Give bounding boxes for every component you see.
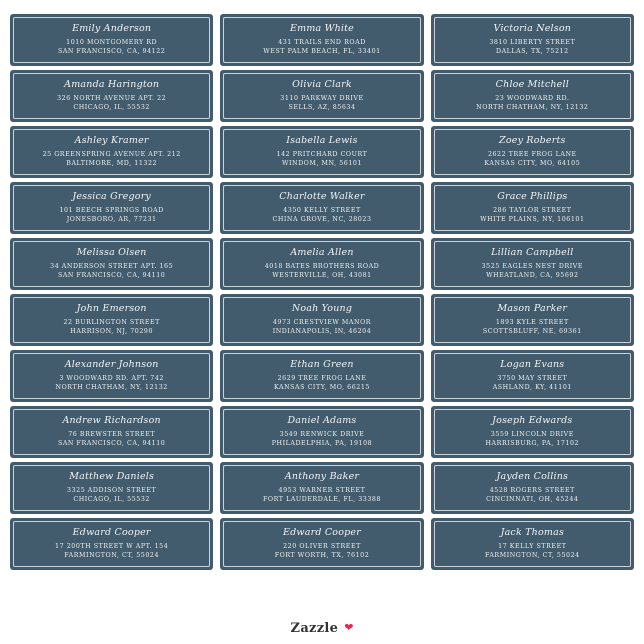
footer-branding	[0, 621, 644, 636]
address-line-2: SCOTTSBLUFF, NE, 69361	[482, 327, 582, 335]
address-label[interactable]	[431, 518, 634, 570]
address-label-border	[434, 185, 631, 231]
recipient-name: Melissa Olsen	[76, 247, 147, 259]
address-line-2: CHINA GROVE, NC, 28023	[272, 215, 372, 223]
recipient-name: Jack Thomas	[500, 527, 565, 539]
address-label-border	[13, 409, 210, 455]
address-label-border	[13, 185, 210, 231]
address-line-1: 3525 EAGLES NEST DRIVE	[481, 262, 584, 270]
address-label[interactable]	[10, 518, 213, 570]
recipient-name: Olivia Clark	[292, 79, 352, 91]
recipient-name: Isabella Lewis	[286, 135, 358, 147]
address-line-1: 4018 BATES BROTHERS ROAD	[264, 262, 380, 270]
address-label-border	[434, 521, 631, 567]
address-label-border	[13, 241, 210, 287]
address-line-1: 3750 MAY STREET	[497, 374, 568, 382]
address-label-border	[223, 465, 420, 511]
address-label-border	[434, 17, 631, 63]
address-line-1: 1010 MONTGOMERY RD	[66, 38, 158, 46]
address-line-1: 3549 RENWICK DRIVE	[279, 430, 365, 438]
address-line-2: FARMINGTON, CT, 55024	[484, 551, 580, 559]
address-label-border	[434, 409, 631, 455]
recipient-name: Amanda Harington	[64, 79, 160, 91]
address-line-1: 17 200TH STREET W APT. 154	[55, 542, 169, 550]
address-line-2: NORTH CHATHAM, NY, 12132	[55, 383, 168, 391]
address-line-2: HARRISBURG, PA, 17102	[485, 439, 580, 447]
recipient-name: Edward Cooper	[72, 527, 151, 539]
recipient-name: Chloe Mitchell	[495, 79, 569, 91]
address-label[interactable]	[220, 182, 423, 234]
recipient-name: Emily Anderson	[72, 23, 152, 35]
address-line-2: WHEATLAND, CA, 95692	[486, 271, 579, 279]
heart-icon: ❤	[344, 622, 354, 634]
address-label-border	[13, 129, 210, 175]
recipient-name: Edward Cooper	[282, 527, 361, 539]
address-line-2: INDIANAPOLIS, IN, 46204	[272, 327, 372, 335]
address-line-1: 2622 TREE FROG LANE	[487, 150, 577, 158]
address-line-1: 3 WOODWARD RD. APT. 742	[59, 374, 164, 382]
address-label[interactable]	[431, 182, 634, 234]
recipient-name: Anthony Baker	[284, 471, 360, 483]
address-label-border	[13, 353, 210, 399]
address-label[interactable]	[431, 350, 634, 402]
address-line-1: 4973 CRESTVIEW MANOR	[272, 318, 372, 326]
address-line-1: 25 GREENSPRING AVENUE APT. 212	[42, 150, 181, 158]
address-label-border	[223, 297, 420, 343]
address-line-1: 76 BREWSTER STREET	[68, 430, 156, 438]
address-line-2: BALTIMORE, MD, 11322	[66, 159, 158, 167]
address-line-1: 17 KELLY STREET	[498, 542, 567, 550]
address-label-border	[223, 129, 420, 175]
address-label[interactable]	[220, 14, 423, 66]
address-line-2: DALLAS, TX, 75212	[495, 47, 569, 55]
address-label-border	[434, 73, 631, 119]
address-label-border	[434, 129, 631, 175]
address-label-border	[223, 241, 420, 287]
address-line-1: 3110 PARKWAY DRIVE	[280, 94, 364, 102]
address-label-border	[434, 465, 631, 511]
address-label-border	[13, 17, 210, 63]
address-line-1: 4528 ROGERS STREET	[489, 486, 575, 494]
recipient-name: Charlotte Walker	[279, 191, 365, 203]
address-label[interactable]	[220, 238, 423, 290]
address-line-2: KANSAS CITY, MO, 64105	[484, 159, 581, 167]
address-label[interactable]	[431, 462, 634, 514]
address-line-1: 286 TAYLOR STREET	[493, 206, 572, 214]
address-line-2: SAN FRANCISCO, CA, 94110	[57, 439, 166, 447]
address-line-1: 326 NORTH AVENUE APT. 22	[57, 94, 167, 102]
address-label[interactable]	[220, 70, 423, 122]
recipient-name: Ethan Green	[290, 359, 354, 371]
address-line-2: WEST PALM BEACH, FL, 33401	[263, 47, 381, 55]
address-label-border	[223, 185, 420, 231]
recipient-name: Mason Parker	[497, 303, 568, 315]
address-label[interactable]	[10, 462, 213, 514]
address-label-border	[223, 353, 420, 399]
address-line-2: KANSAS CITY, MO, 66215	[274, 383, 370, 391]
address-line-1: 2629 TREE FROG LANE	[277, 374, 367, 382]
address-label[interactable]	[220, 518, 423, 570]
address-line-2: CHICAGO, IL, 55532	[73, 495, 150, 503]
address-line-2: SAN FRANCISCO, CA, 94122	[57, 47, 166, 55]
address-line-2: JONESBORO, AR, 77231	[66, 215, 157, 223]
address-label-border	[434, 297, 631, 343]
address-line-1: 34 ANDERSON STREET APT. 165	[50, 262, 174, 270]
address-line-2: WESTERVILLE, OH, 43081	[272, 271, 372, 279]
address-label[interactable]	[220, 462, 423, 514]
address-label-border	[434, 241, 631, 287]
address-line-2: WHITE PLAINS, NY, 106101	[480, 215, 585, 223]
recipient-name: Zoey Roberts	[499, 135, 566, 147]
recipient-name: Logan Evans	[500, 359, 565, 371]
recipient-name: Andrew Richardson	[62, 415, 161, 427]
address-label[interactable]	[10, 350, 213, 402]
address-label-border	[13, 521, 210, 567]
address-line-2: SELLS, AZ, 85634	[288, 103, 356, 111]
address-line-1: 1893 KYLE STREET	[495, 318, 569, 326]
address-line-1: 3325 ADDISON STREET	[67, 486, 157, 494]
address-label[interactable]	[10, 126, 213, 178]
address-label-border	[434, 353, 631, 399]
address-line-2: CINCINNATI, OH, 45244	[486, 495, 579, 503]
address-label[interactable]	[10, 406, 213, 458]
recipient-name: Emma White	[289, 23, 354, 35]
address-label[interactable]	[10, 14, 213, 66]
recipient-name: Matthew Daniels	[69, 471, 155, 483]
address-line-1: 4953 WARNER STREET	[278, 486, 366, 494]
address-line-2: WINDOM, MN, 56101	[281, 159, 363, 167]
address-line-1: 3810 LIBERTY STREET	[489, 38, 576, 46]
address-label-border	[223, 17, 420, 63]
address-line-2: NORTH CHATHAM, NY, 12132	[476, 103, 589, 111]
address-line-1: 3559 LINCOLN DRIVE	[490, 430, 574, 438]
recipient-name: Amelia Allen	[290, 247, 354, 259]
address-line-2: HARRISON, NJ, 70290	[70, 327, 154, 335]
recipient-name: John Emerson	[76, 303, 147, 315]
address-label[interactable]	[431, 126, 634, 178]
address-label[interactable]	[220, 126, 423, 178]
address-line-1: 142 PRITCHARD COURT	[276, 150, 368, 158]
recipient-name: Jessica Gregory	[72, 191, 151, 203]
address-line-2: PHILADELPHIA, PA, 19108	[271, 439, 373, 447]
address-label[interactable]	[220, 406, 423, 458]
address-line-1: 22 BURLINGTON STREET	[63, 318, 160, 326]
address-line-2: CHICAGO, IL, 55532	[73, 103, 150, 111]
zazzle-brand-label: Zazzle	[290, 621, 339, 636]
address-label-border	[223, 73, 420, 119]
address-label[interactable]	[10, 294, 213, 346]
address-line-1: 23 WOODWARD RD.	[495, 94, 570, 102]
address-line-1: 220 OLIVER STREET	[283, 542, 361, 550]
address-label-border	[223, 409, 420, 455]
address-label[interactable]	[431, 294, 634, 346]
recipient-name: Alexander Johnson	[64, 359, 159, 371]
recipient-name: Victoria Nelson	[493, 23, 572, 35]
address-label[interactable]	[220, 350, 423, 402]
address-label[interactable]	[431, 406, 634, 458]
address-line-1: 431 TRAILS END ROAD	[278, 38, 366, 46]
address-label-border	[13, 297, 210, 343]
recipient-name: Noah Young	[291, 303, 353, 315]
address-label-border	[13, 73, 210, 119]
address-line-2: FORT LAUDERDALE, FL, 33388	[262, 495, 382, 503]
address-label-border	[223, 521, 420, 567]
address-line-2: FORT WORTH, TX, 76102	[274, 551, 370, 559]
labels-grid	[10, 14, 634, 570]
address-label-border	[13, 465, 210, 511]
address-label[interactable]	[10, 70, 213, 122]
address-label[interactable]	[431, 14, 634, 66]
recipient-name: Grace Phillips	[497, 191, 568, 203]
address-label[interactable]	[10, 182, 213, 234]
address-line-2: SAN FRANCISCO, CA, 94110	[57, 271, 166, 279]
address-label[interactable]	[220, 294, 423, 346]
recipient-name: Daniel Adams	[287, 415, 357, 427]
recipient-name: Joseph Edwards	[492, 415, 573, 427]
recipient-name: Ashley Kramer	[74, 135, 149, 147]
address-label[interactable]	[10, 238, 213, 290]
address-line-2: FARMINGTON, CT, 55024	[64, 551, 160, 559]
address-line-2: ASHLAND, KY, 41101	[492, 383, 572, 391]
address-label[interactable]	[431, 70, 634, 122]
address-label[interactable]	[431, 238, 634, 290]
recipient-name: Jayden Collins	[496, 471, 569, 483]
address-line-1: 4350 KELLY STREET	[283, 206, 361, 214]
address-line-1: 101 BEECH SPRINGS ROAD	[59, 206, 164, 214]
recipient-name: Lillian Campbell	[491, 247, 574, 259]
